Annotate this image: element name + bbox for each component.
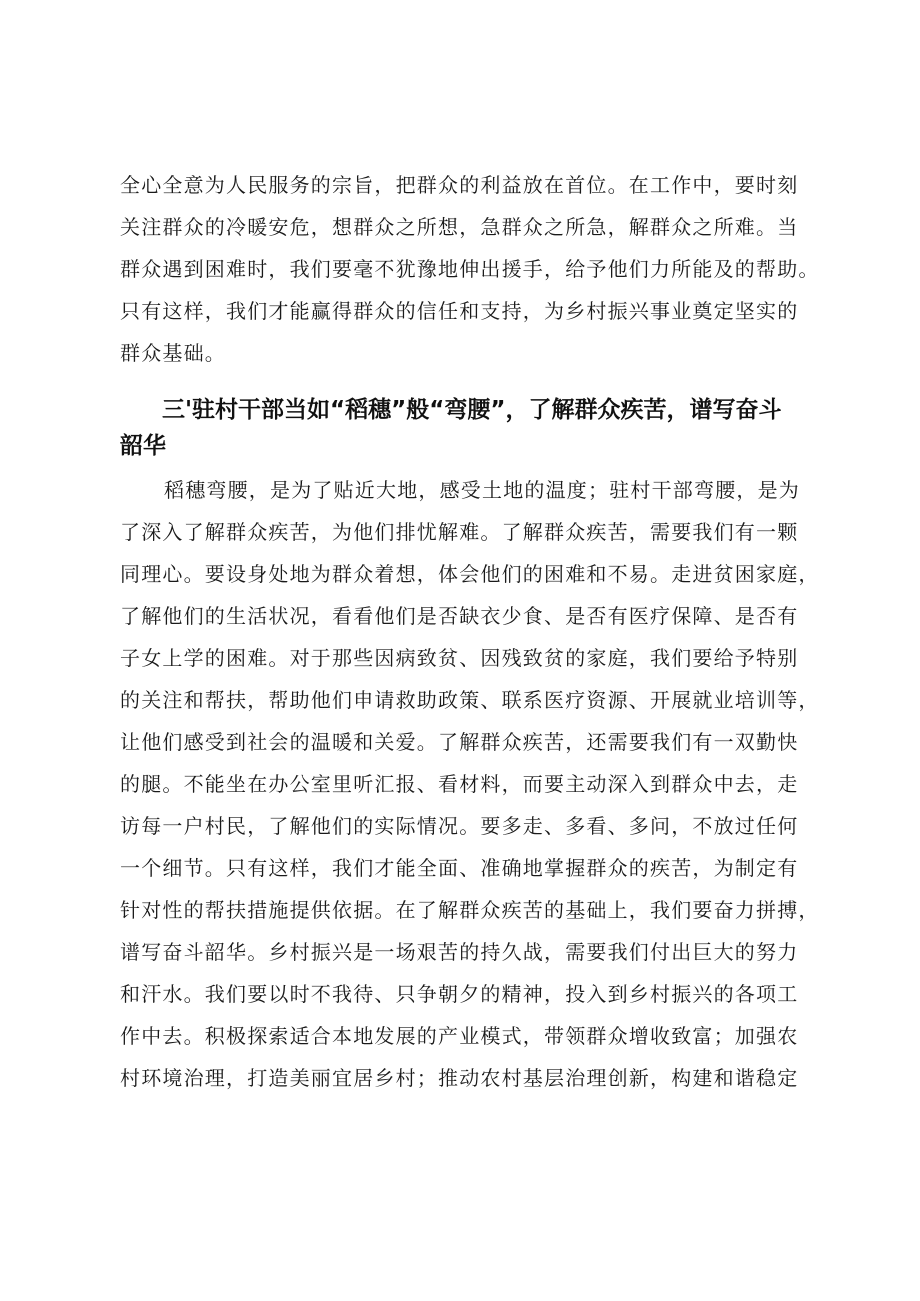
paragraph-line: 群众基础。	[120, 341, 226, 365]
paragraph-line: 了解他们的生活状况，看看他们是否缺衣少食、是否有医疗保障、是否有	[120, 604, 799, 628]
paragraph-line: 针对性的帮扶措施提供依据。在了解群众疾苦的基础上，我们要奋力拼搏，	[120, 898, 820, 922]
paragraph-line: 让他们感受到社会的温暖和关爱。了解群众疾苦，还需要我们有一双勤快	[120, 730, 799, 754]
paragraph-line: 访每一户村民，了解他们的实际情况。要多走、多看、多问，不放过任何	[120, 814, 799, 838]
heading-line: 三'驻村干部当如“稻穗”般“弯腰”，了解群众疾苦，谱写奋斗	[162, 397, 782, 423]
paragraph-line: 子女上学的困难。对于那些因病致贫、因残致贫的家庭，我们要给予特别	[120, 646, 799, 670]
paragraph-line: 同理心。要设身处地为群众着想，体会他们的困难和不易。走进贫困家庭，	[120, 562, 820, 586]
paragraph-line: 关注群众的冷暖安危，想群众之所想，急群众之所急，解群众之所难。当	[120, 215, 799, 239]
paragraph-line: 作中去。积极探索适合本地发展的产业模式，带领群众增收致富；加强农	[120, 1024, 799, 1048]
paragraph-line: 只有这样，我们才能赢得群众的信任和支持，为乡村振兴事业奠定坚实的	[120, 299, 799, 323]
paragraph-line: 群众遇到困难时，我们要毫不犹豫地伸出援手，给予他们力所能及的帮助。	[120, 257, 820, 281]
paragraph-line: 谱写奋斗韶华。乡村振兴是一场艰苦的持久战，需要我们付出巨大的努力	[120, 940, 799, 964]
paragraph-line: 稻穗弯腰，是为了贴近大地，感受土地的温度；驻村干部弯腰，是为	[164, 478, 800, 502]
paragraph-line: 一个细节。只有这样，我们才能全面、准确地掌握群众的疾苦，为制定有	[120, 856, 799, 880]
paragraph-line: 全心全意为人民服务的宗旨，把群众的利益放在首位。在工作中，要时刻	[120, 173, 799, 197]
paragraph-line: 了深入了解群众疾苦，为他们排忧解难。了解群众疾苦，需要我们有一颗	[120, 520, 799, 544]
paragraph-line: 村环境治理，打造美丽宜居乡村；推动农村基层治理创新，构建和谐稳定	[120, 1066, 799, 1090]
paragraph-line: 的腿。不能坐在办公室里听汇报、看材料，而要主动深入到群众中去，走	[120, 772, 799, 796]
paragraph-line: 的关注和帮扶，帮助他们申请救助政策、联系医疗资源、开展就业培训等，	[120, 688, 820, 712]
paragraph-line: 和汗水。我们要以时不我待、只争朝夕的精神，投入到乡村振兴的各项工	[120, 982, 799, 1006]
heading-line: 韶华	[120, 433, 166, 459]
